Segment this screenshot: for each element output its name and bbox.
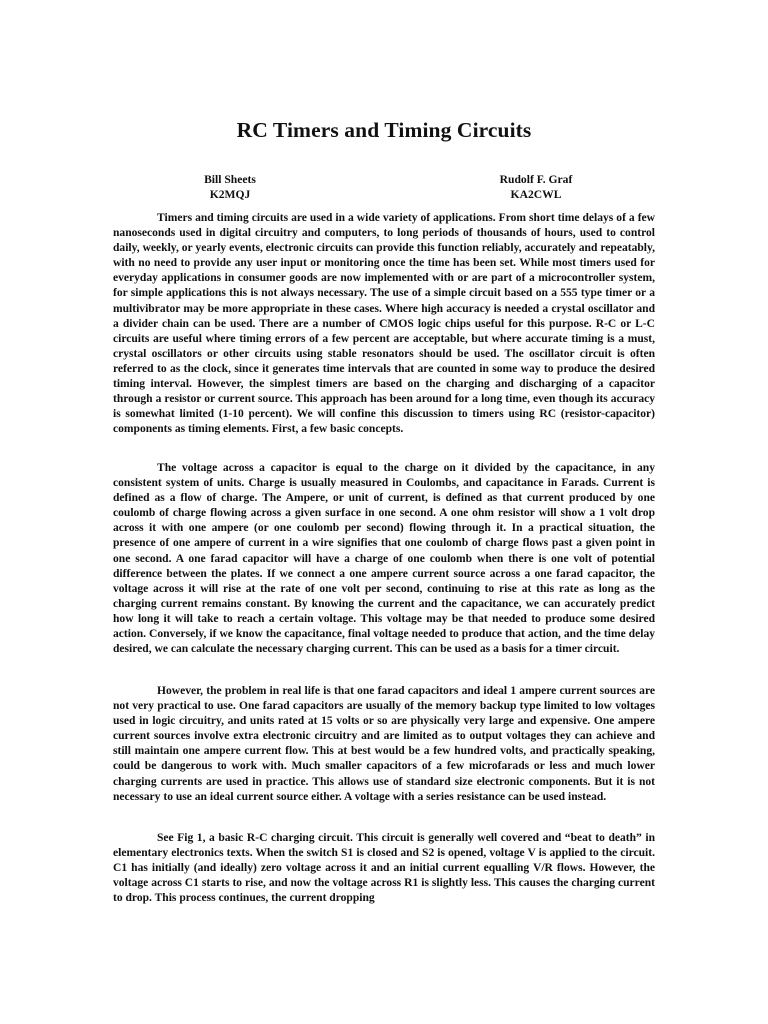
author-callsign: KA2CWL <box>510 188 562 201</box>
paragraph-intro: Timers and timing circuits are used in a wide variety of applications. From short time delays of a few nanoseconds used in digital circuitry and computers, to long periods of thousands of hours, used to control daily, weekly, or yearly events, electronic circuits can provide this function reliably, accurately and repeatably, with no need to provide any user input or monitoring once the time has been set. While most timers used for everyday applications in consumer goods are now implemented with or are part of a microcontroller system, for simple applications this is not always necessary. The use of a simple circuit based on a 555 type timer or a multivibrator may be more appropriate in these cases. Where high accuracy is needed a crystal oscillator and a divider chain can be used. There are a number of CMOS logic chips useful for this purpose. R-C or L-C circuits are useful where timing errors of a few percent are acceptable, but where accurate timing is a must, crystal oscillators or other circuits using stable resonators should be used. The oscillator circuit is often referred to as the clock, since it generates time intervals that are counted in some way to produce the desired timing interval. However, the simplest timers are based on the charging and discharging of a capacitor through a resistor or current source. This approach has been around for a long time, even though its accuracy is somewhat limited (1-10 percent). We will confine this discussion to timers using RC (resistor-capacitor) components as timing elements. First, a few basic concepts. <box>113 212 655 436</box>
paragraph-rc-charging: See Fig 1, a basic R-C charging circuit. This circuit is generally well covered and “beat to death” in elementary electronics texts. When the switch S1 is closed and S2 is opened, voltage V is applied to the circuit. C1 has initially (and ideally) zero voltage across it and an initial current equalling V/R flows. However, the voltage across C1 starts to rise, and now the voltage across R1 is slightly less. This causes the charging current to drop. This process continues, the current dropping <box>113 832 655 905</box>
author-name: Rudolf F. Graf <box>499 173 573 186</box>
author-callsign: K2MQJ <box>209 188 251 201</box>
paragraph-capacitor-basics: The voltage across a capacitor is equal to the charge on it divided by the capacitance, in any consistent system of units. Charge is usually measured in Coulombs, and capacitance in Farads. Current is defined as a flow of charge. The Ampere, or unit of current, is defined as that current produced by one coulomb of charge flowing across a given surface in one second. A one ohm resistor will show a 1 volt drop across it with one ampere (or one coulomb per second) flowing through it. In a practical situation, the presence of one ampere of current in a wire signifies that one coulomb of charge flows past a given point in one second. A one farad capacitor will have a charge of one coulomb when there is one volt of potential difference between the plates. If we connect a one ampere current source across a one farad capacitor, the voltage across it will rise at the rate of one volt per second, continuing to rise at this rate as long as the charging current remains constant. By knowing the current and the capacitance, we can accurately predict how long it will take to reach a certain voltage. This voltage may be that needed to produce some desired action. Conversely, if we know the capacitance, final voltage needed to produce that action, and the time delay desired, we can calculate the necessary charging current. This can be used as a basis for a timer circuit. <box>113 462 655 656</box>
author-name: Bill Sheets <box>204 173 256 186</box>
document-title: RC Timers and Timing Circuits <box>236 118 532 142</box>
author-bill-sheets <box>130 172 330 202</box>
paragraph-practical-limits: However, the problem in real life is that one farad capacitors and ideal 1 ampere current sources are not very practical to use. One farad capacitors are usually of the memory backup type limited to low voltages used in logic circuitry, and units rated at 15 volts or so are physically very large and expensive. One ampere current sources involve extra electronic circuitry and are limited as to output voltages they can achieve and still maintain one ampere current flow. This at best would be a few hundred volts, and practically speaking, could be dangerous to work with. Much smaller capacitors of a few microfarads or less and much lower charging currents are used in practice. This allows use of standard size electronic components. But it is not necessary to use an ideal current source either. A voltage with a series resistance can be used instead. <box>113 685 655 803</box>
author-rudolf-graf <box>436 172 636 202</box>
